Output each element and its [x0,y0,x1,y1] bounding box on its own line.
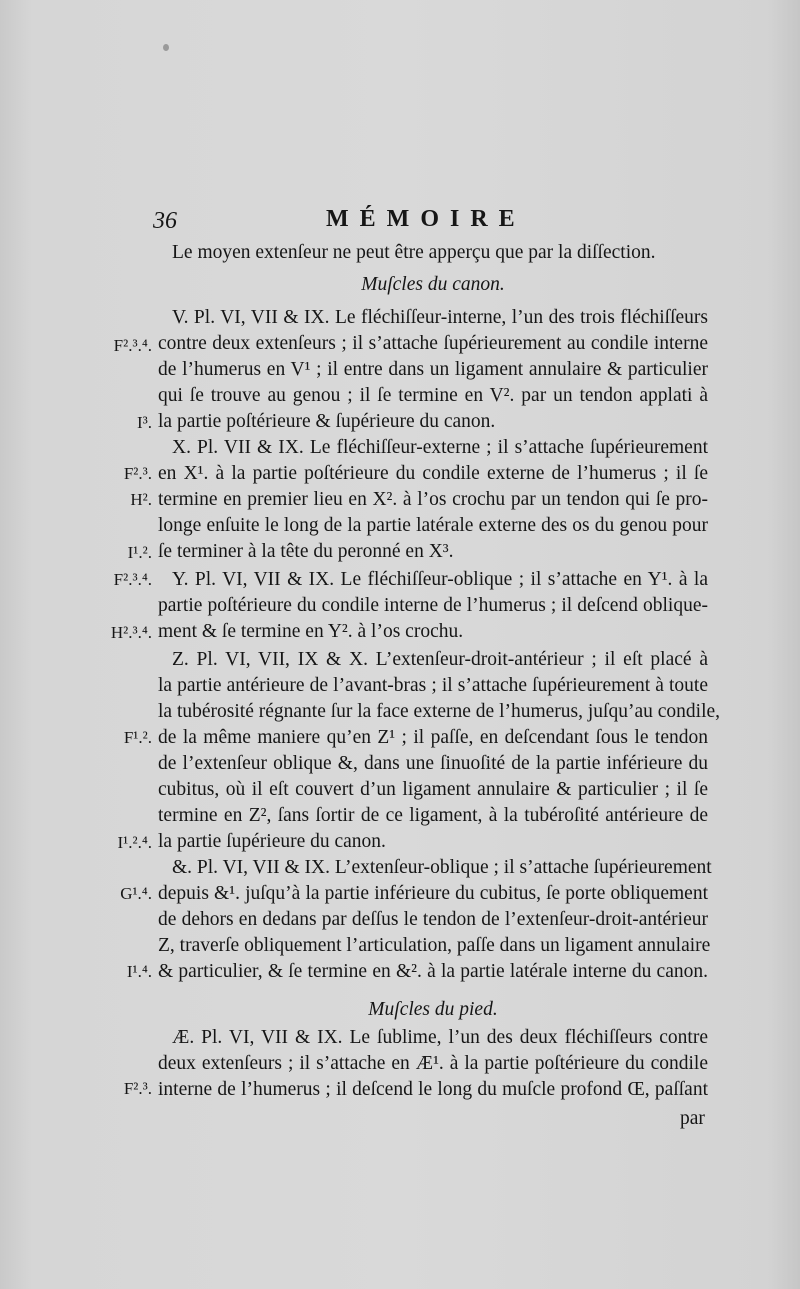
text-line: depuis &¹. juſqu’à la partie inférieure du cubitus, ſe porte obliquement [158,883,708,904]
text-line: X. Pl. VII & IX. Le fléchiſſeur-externe ; il s’attache ſupérieurement [172,437,708,458]
margin-note: I³. [136,413,152,432]
page-number: 36 [153,208,177,234]
margin-note: H². [130,490,152,509]
text-line: Le moyen extenſeur ne peut être apperçu que par la diſſection. [172,242,656,263]
text-line: contre deux extenſeurs ; il s’attache ſupérieurement au condile interne [158,333,708,354]
text-line: cubitus, où il eſt couvert d’un ligament annulaire & particulier ; il ſe [158,779,708,800]
text-line: de la même maniere qu’en Z¹ ; il paſſe, en deſcendant ſous le tendon [158,727,708,748]
text-line: V. Pl. VI, VII & IX. Le fléchiſſeur-interne, l’un des trois fléchiſſeurs [172,307,708,328]
text-line: de dehors en dedans par deſſus le tendon de l’extenſeur-droit-antérieur [158,909,708,930]
text-line: Y. Pl. VI, VII & IX. Le fléchiſſeur-oblique ; il s’attache en Y¹. à la [172,569,708,590]
text-line: partie poſtérieure du condile interne de l’humerus ; il deſcend oblique- [158,595,708,616]
page-header [150,204,710,238]
text-line: deux extenſeurs ; il s’attache en Æ¹. à la partie poſtérieure du condile [158,1053,708,1074]
text-line: interne de l’humerus ; il deſcend le long du muſcle profond Œ, paſſant [158,1079,708,1100]
margin-note: I¹.².⁴. [117,833,152,852]
text-line: Z. Pl. VI, VII, IX & X. L’extenſeur-droit-antérieur ; il eſt placé à [172,649,708,670]
text-line: de l’humerus en V¹ ; il entre dans un ligament annulaire & particulier [158,359,708,380]
margin-note: H².³.⁴. [110,623,152,642]
margin-note: F².³.⁴. [113,336,152,355]
margin-note: F².³. [123,464,152,483]
text-line: Æ. Pl. VI, VII & IX. Le ſublime, l’un des deux fléchiſſeurs contre [172,1027,708,1048]
text-line: &. Pl. VI, VII & IX. L’extenſeur-oblique ; il s’attache ſupérieurement [172,857,712,878]
margin-note: F².³. [123,1079,152,1098]
ink-smudge [163,44,169,51]
margin-note: G¹.⁴. [120,884,152,903]
text-line: la tubérosité régnante ſur la face externe de l’humerus, juſqu’au condile, [158,701,721,722]
text-line: termine en Z², ſans ſortir de ce ligament, à la tubéroſité antérieure de [158,805,708,826]
text-line: la partie ſupérieure du canon. [158,831,386,852]
margin-note: I¹.². [127,543,152,562]
text-line: longe enſuite le long de la partie latérale externe des os du genou pour [158,515,708,536]
text-line: de l’extenſeur oblique &, dans une ſinuoſité de la partie inférieure du [158,753,708,774]
section-heading: Muſcles du pied. [368,999,498,1020]
text-line: termine en premier lieu en X². à l’os crochu par un tendon qui ſe pro- [158,489,708,510]
text-line: qui ſe trouve au genou ; il ſe termine en V². par un tendon applati à [158,385,708,406]
text-line: la partie poſtérieure & ſupérieure du canon. [158,411,496,432]
text-line: en X¹. à la partie poſtérieure du condile externe de l’humerus ; il ſe [158,463,708,484]
margin-note: F¹.². [123,728,152,747]
margin-note: I¹.⁴. [126,962,152,981]
section-heading: Muſcles du canon. [361,274,505,295]
margin-note: F².³.⁴. [113,570,152,589]
text-line: & particulier, & ſe termine en &². à la partie latérale interne du canon. [158,961,708,982]
text-line: ſe terminer à la tête du peronné en X³. [158,541,454,562]
catchword: par [680,1108,705,1129]
running-head: MÉMOIRE [326,206,526,232]
text-line: Z, traverſe obliquement l’articulation, paſſe dans un ligament annulaire [158,935,711,956]
text-line: la partie antérieure de l’avant-bras ; il s’attache ſupérieurement à toute [158,675,708,696]
text-line: ment & ſe termine en Y². à l’os crochu. [158,621,464,642]
